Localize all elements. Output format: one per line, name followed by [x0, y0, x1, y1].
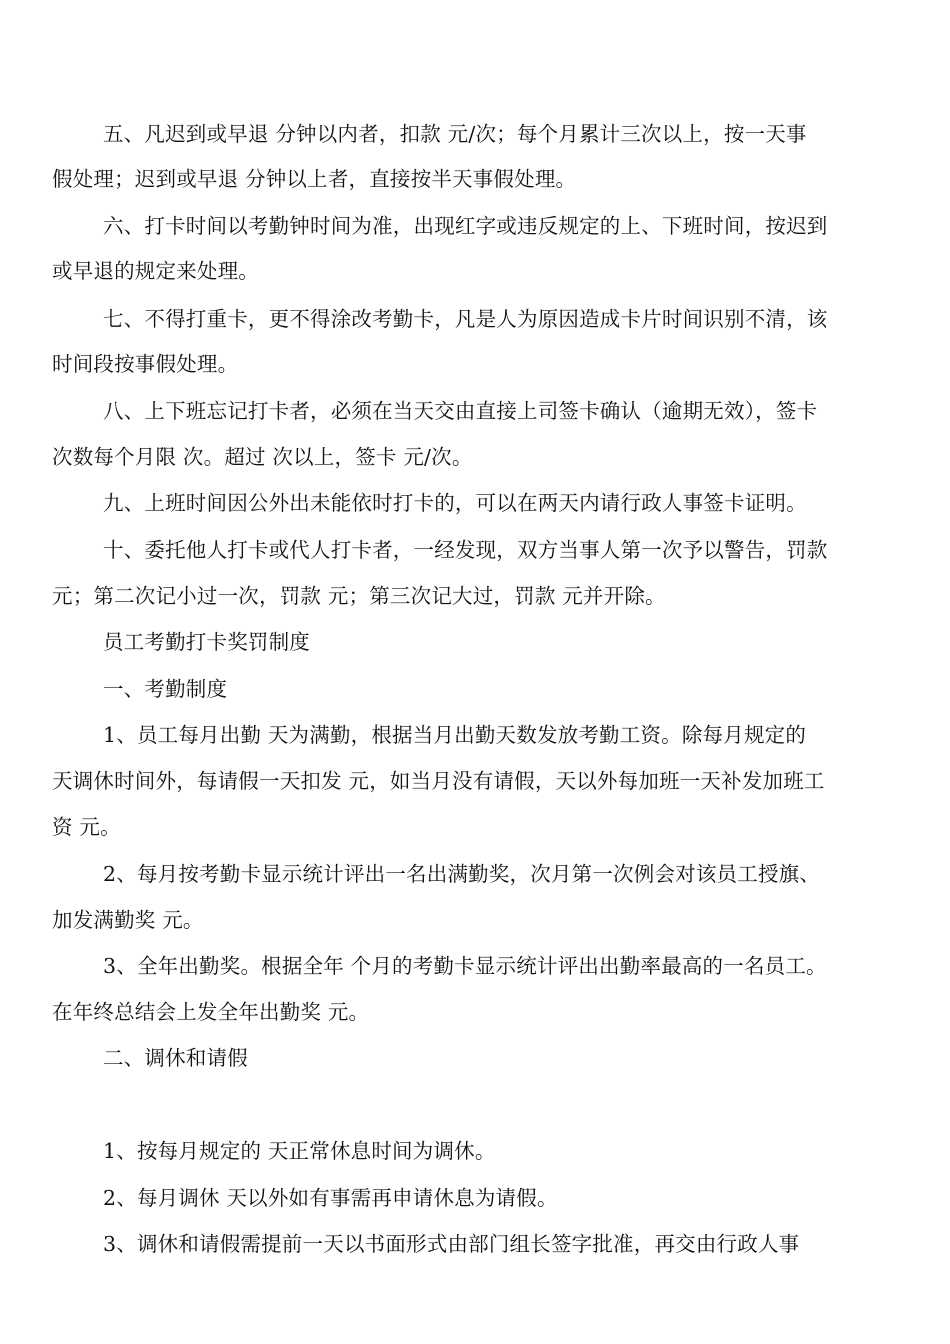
paragraph-line: 时间段按事假处理。	[52, 352, 239, 376]
paragraph-line: 假处理；迟到或早退 分钟以上者，直接按半天事假处理。	[52, 167, 577, 191]
paragraph-line: 十、委托他人打卡或代人打卡者，一经发现，双方当事人第一次予以警告，罚款	[103, 538, 828, 562]
paragraph-line: 2、每月调休 天以外如有事需再申请休息为请假。	[103, 1186, 558, 1210]
paragraph-line: 或早退的规定来处理。	[52, 259, 259, 283]
paragraph-line: 1、按每月规定的 天正常休息时间为调休。	[103, 1139, 496, 1163]
paragraph-line: 3、全年出勤奖。根据全年 个月的考勤卡显示统计评出出勤率最高的一名员工。	[103, 954, 827, 978]
paragraph-line: 九、上班时间因公外出未能依时打卡的，可以在两天内请行政人事签卡证明。	[103, 491, 807, 515]
paragraph-line: 元；第二次记小过一次，罚款 元；第三次记大过，罚款 元并开除。	[52, 584, 666, 608]
section-heading: 一、考勤制度	[103, 677, 228, 701]
paragraph-line: 资 元。	[52, 815, 121, 839]
paragraph-line: 六、打卡时间以考勤钟时间为准，出现红字或违反规定的上、下班时间，按迟到	[103, 214, 828, 238]
paragraph-line: 次数每个月限 次。超过 次以上，签卡 元/次。	[52, 445, 473, 469]
section-heading: 员工考勤打卡奖罚制度	[103, 630, 310, 654]
paragraph-line: 3、调休和请假需提前一天以书面形式由部门组长签字批准，再交由行政人事	[103, 1232, 800, 1256]
paragraph-line: 1、员工每月出勤 天为满勤，根据当月出勤天数发放考勤工资。除每月规定的	[103, 723, 807, 747]
paragraph-line: 在年终总结会上发全年出勤奖 元。	[52, 1000, 370, 1024]
paragraph-line: 2、每月按考勤卡显示统计评出一名出满勤奖，次月第一次例会对该员工授旗、	[103, 862, 821, 886]
paragraph-line: 加发满勤奖 元。	[52, 908, 204, 932]
paragraph-line: 七、不得打重卡，更不得涂改考勤卡，凡是人为原因造成卡片时间识别不清，该	[103, 307, 828, 331]
paragraph-line: 八、上下班忘记打卡者，必须在当天交由直接上司签卡确认（逾期无效），签卡	[103, 399, 818, 423]
paragraph-line: 五、凡迟到或早退 分钟以内者，扣款 元/次；每个月累计三次以上，按一天事	[103, 122, 807, 146]
paragraph-line: 天调休时间外，每请假一天扣发 元，如当月没有请假，天以外每加班一天补发加班工	[52, 769, 825, 793]
section-heading: 二、调休和请假	[103, 1046, 248, 1070]
